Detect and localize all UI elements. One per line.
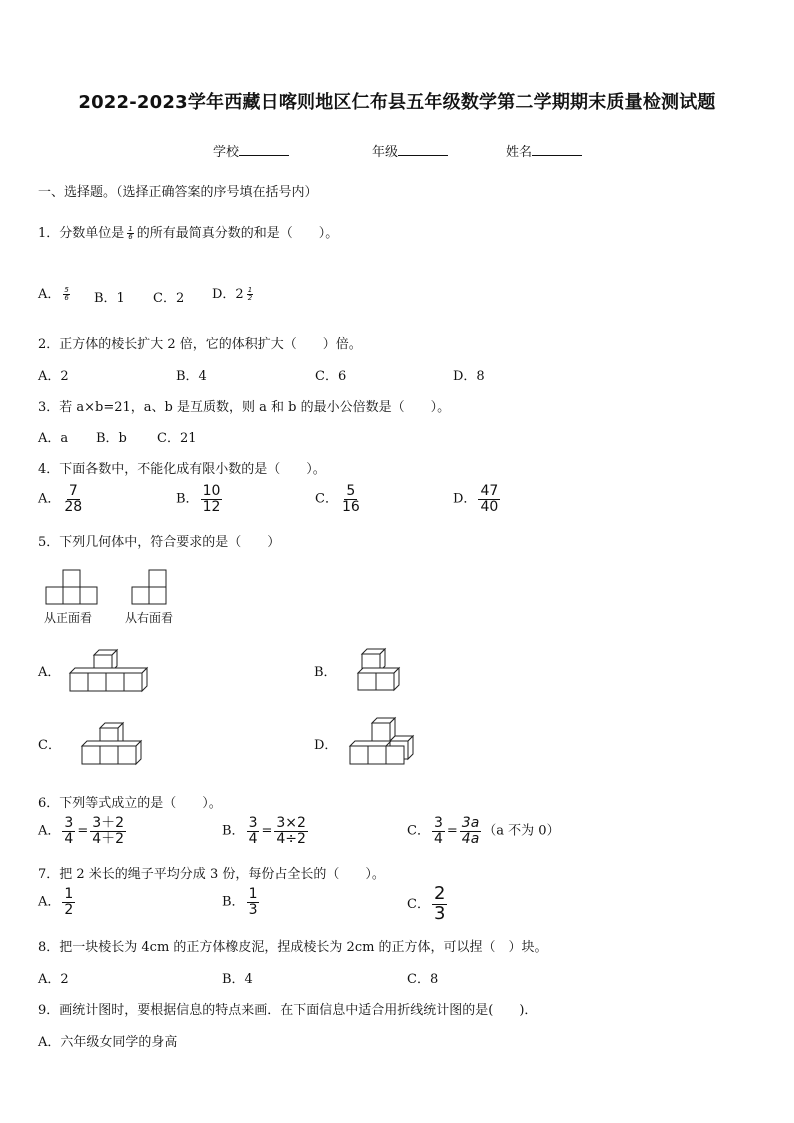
solid-figure-a — [66, 645, 158, 695]
name-field: 姓名 — [506, 141, 582, 160]
q2-option-d: D．8 — [453, 369, 485, 384]
q7-option-c: C． $\frac{2}{3}$ — [407, 883, 446, 924]
cube-stack — [350, 718, 413, 764]
question-5: 5．下列几何体中，符合要求的是（ ） — [38, 535, 281, 550]
fraction: $\frac{3}{4}$ — [64, 815, 74, 847]
q3-option-c: C．21 — [157, 431, 197, 446]
solid-figure-b — [354, 645, 410, 695]
q2-option-a: A．2 — [38, 369, 69, 384]
solid-figure-d — [346, 714, 418, 770]
solid-figure-c — [80, 720, 146, 770]
q8-option-c: C．8 — [407, 972, 439, 987]
fraction: $\frac{1}{2}$ — [64, 886, 74, 918]
fraction: $\frac{5}{6}$ — [64, 285, 69, 302]
cube-stack — [70, 650, 147, 691]
q3-option-a: A．a — [38, 431, 69, 446]
q5-option-c: C． — [38, 738, 61, 753]
q7-option-b: B． $\frac{1}{3}$ — [222, 886, 258, 918]
right-view-figure — [132, 570, 166, 604]
fraction: $\frac{1}{6}$ — [128, 224, 133, 241]
view-diagrams — [42, 568, 202, 608]
question-9: 9．画统计图时，要根据信息的特点来画．在下面信息中适合用折线统计图的是( )． — [38, 1003, 538, 1018]
question-2: 2．正方体的棱长扩大 2 倍，它的体积扩大（ ）倍。 — [38, 337, 362, 352]
q7-option-a: A． $\frac{1}{2}$ — [38, 886, 74, 918]
grade-blank — [398, 143, 448, 156]
front-view-figure — [46, 570, 97, 604]
q1-option-c: C．2 — [153, 291, 185, 306]
q4-option-a: A． $\frac{7}{28}$ — [38, 483, 83, 515]
q2-option-c: C．6 — [315, 369, 347, 384]
q1-option-a: A． $\frac{5}{6}$ — [38, 285, 69, 302]
question-1: 1．分数单位是 $\frac{1}{6}$ 的所有最简真分数的和是（ ）。 — [38, 224, 339, 241]
q1-option-b: B．1 — [94, 291, 125, 306]
fraction: $\frac{3+2}{4+2}$ — [92, 815, 125, 847]
name-blank — [532, 143, 582, 156]
cube-stack — [82, 723, 141, 764]
cube-stack — [358, 649, 399, 690]
section-heading: 一、选择题。（选择正确答案的序号填在括号内） — [38, 185, 318, 200]
q4-option-c: C． $\frac{5}{16}$ — [315, 483, 360, 515]
q4-option-b: B． $\frac{10}{12}$ — [176, 483, 221, 515]
q6-option-c: C． $\frac{3}{4}$ = $\frac{3a}{4a}$ （a 不为 0） — [407, 815, 560, 847]
fraction: $\frac{2}{3}$ — [433, 883, 446, 924]
front-view-label: 从正面看 — [44, 611, 93, 625]
q4-option-d: D． $\frac{47}{40}$ — [453, 483, 499, 515]
fraction: $\frac{1}{3}$ — [248, 886, 258, 918]
fraction: $\frac{5}{16}$ — [341, 483, 360, 515]
fraction: $\frac{47}{40}$ — [480, 483, 499, 515]
question-6: 6．下列等式成立的是（ ）。 — [38, 796, 222, 811]
fraction: $\frac{3\times 2}{4\div 2}$ — [276, 815, 306, 847]
fraction: $\frac{1}{2}$ — [247, 285, 253, 302]
question-3: 3．若 a×b=21，a、b 是互质数，则 a 和 b 的最小公倍数是（ ）。 — [38, 400, 451, 415]
question-4: 4．下面各数中，不能化成有限小数的是（ ）。 — [38, 462, 326, 477]
fraction: $\frac{10}{12}$ — [202, 483, 221, 515]
fraction: $\frac{3}{4}$ — [433, 815, 443, 847]
q1-option-d: D．2 $\frac{1}{2}$ — [212, 285, 253, 302]
school-field: 学校 — [213, 141, 289, 160]
school-blank — [239, 143, 289, 156]
q9-option-a: A．六年级女同学的身高 — [38, 1035, 178, 1050]
q8-option-a: A．2 — [38, 972, 69, 987]
fraction: $\frac{3a}{4a}$ — [461, 815, 480, 847]
right-view-label: 从右面看 — [125, 611, 174, 625]
q8-option-b: B．4 — [222, 972, 253, 987]
question-8: 8．把一块棱长为 4cm 的正方体橡皮泥，捏成棱长为 2cm 的正方体，可以捏（ ）块。 — [38, 940, 548, 955]
fraction: $\frac{3}{4}$ — [248, 815, 258, 847]
q5-option-d: D． — [314, 738, 338, 753]
grade-field: 年级 — [372, 141, 448, 160]
q5-option-b: B． — [314, 665, 337, 680]
question-7: 7．把 2 米长的绳子平均分成 3 份，每份占全长的（ ）。 — [38, 867, 385, 882]
q6-option-b: B． $\frac{3}{4}$ = $\frac{3\times 2}{4\div 2}$ — [222, 815, 306, 847]
fraction: $\frac{7}{28}$ — [64, 483, 83, 515]
page-title: 2022-2023学年西藏日喀则地区仁布县五年级数学第二学期期末质量检测试题 — [78, 92, 716, 113]
q5-option-a: A． — [38, 665, 61, 680]
q3-option-b: B．b — [96, 431, 127, 446]
q2-option-b: B．4 — [176, 369, 207, 384]
q6-option-a: A． $\frac{3}{4}$ = $\frac{3+2}{4+2}$ — [38, 815, 125, 847]
